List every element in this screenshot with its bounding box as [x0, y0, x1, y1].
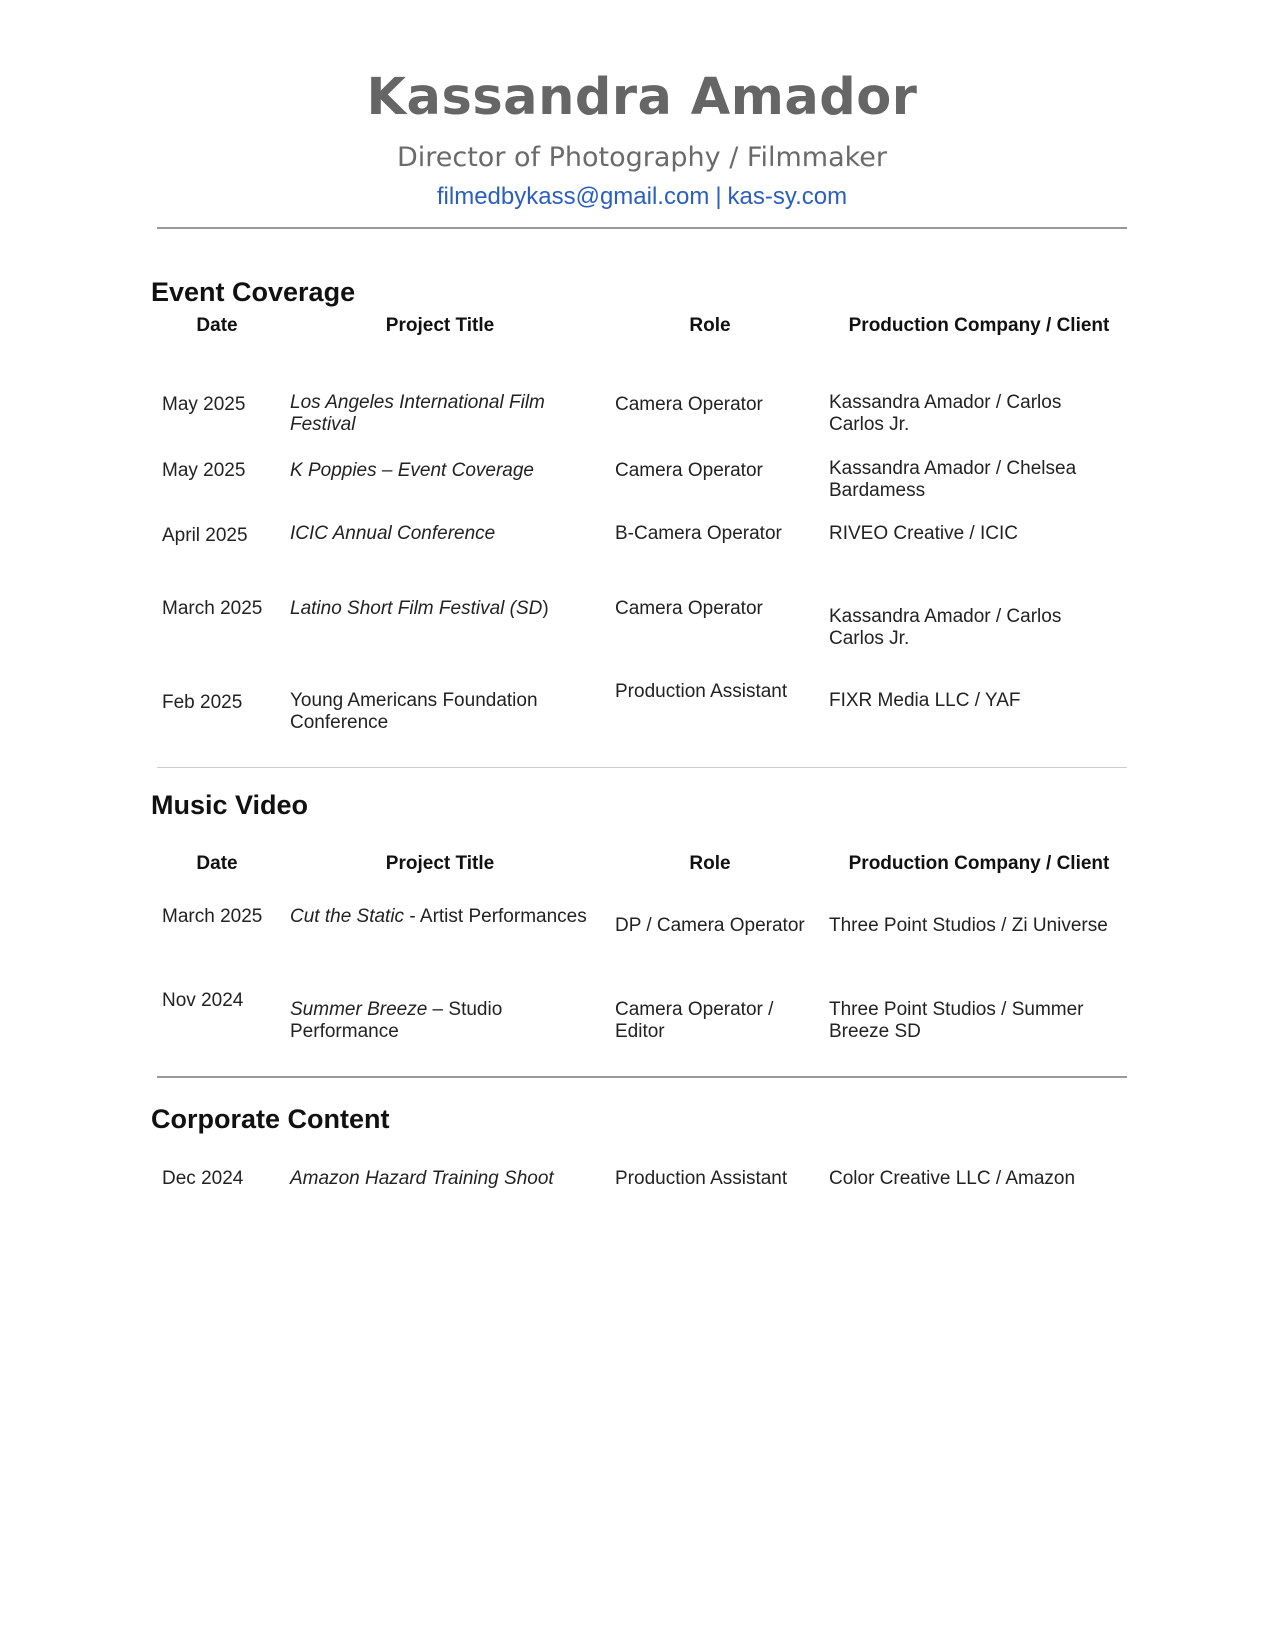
contact-separator: |	[715, 183, 722, 210]
row-company: Kassandra Amador / Carlos Carlos Jr.	[829, 392, 1062, 435]
column-header-role: Role	[689, 853, 731, 874]
column-header-company: Production Company / Client	[848, 853, 1110, 874]
row-project: Los Angeles International Film Festival	[290, 392, 545, 435]
row-role: Camera Operator / Editor	[615, 999, 774, 1042]
job-title: Director of Photography / Filmmaker	[396, 142, 888, 173]
row-project: ICIC Annual Conference	[290, 523, 496, 544]
column-header-date: Date	[196, 853, 238, 874]
column-header-date: Date	[196, 315, 238, 336]
row-project-rest: - Artist Performances	[404, 906, 587, 927]
column-header-project: Project Title	[385, 315, 495, 336]
row-project: Amazon Hazard Training Shoot	[290, 1168, 554, 1189]
column-header-company: Production Company / Client	[848, 315, 1110, 336]
row-date: Nov 2024	[162, 990, 244, 1011]
row-project: Young Americans Foundation Conference	[290, 690, 538, 733]
contact-line	[0, 180, 1284, 214]
row-role: Camera Operator	[615, 598, 763, 619]
row-company: Three Point Studios / Zi Universe	[829, 915, 1108, 936]
row-company: Kassandra Amador / Carlos Carlos Jr.	[829, 606, 1062, 649]
section-title-music-video: Music Video	[151, 790, 309, 820]
resume-header	[0, 62, 1284, 214]
row-project	[290, 598, 600, 620]
row-company: Color Creative LLC / Amazon	[829, 1168, 1076, 1189]
row-project-italic: Cut the Static	[290, 906, 405, 927]
row-date: March 2025	[162, 598, 263, 619]
row-project-rest: )	[542, 598, 549, 619]
row-date: April 2025	[162, 525, 248, 546]
section-title-corporate-content: Corporate Content	[151, 1104, 390, 1134]
person-name: Kassandra Amador	[366, 68, 918, 127]
column-header-project: Project Title	[385, 853, 495, 874]
row-company: RIVEO Creative / ICIC	[829, 523, 1018, 544]
row-project: K Poppies – Event Coverage	[290, 460, 534, 481]
section-divider	[157, 767, 1127, 768]
row-company: Three Point Studios / Summer Breeze SD	[829, 999, 1084, 1042]
row-role: B-Camera Operator	[615, 523, 782, 544]
row-role: Production Assistant	[615, 681, 788, 702]
website-link[interactable]: kas-sy.com	[727, 183, 848, 210]
row-project	[290, 906, 600, 928]
row-role: Camera Operator	[615, 394, 763, 415]
row-role: Camera Operator	[615, 460, 763, 481]
row-project-italic: Summer Breeze	[290, 999, 428, 1020]
row-project-italic: Latino Short Film Festival (SD	[290, 598, 543, 619]
row-date: Dec 2024	[162, 1168, 244, 1189]
section-divider	[157, 1076, 1127, 1078]
row-role: DP / Camera Operator	[615, 915, 805, 936]
column-header-role: Role	[689, 315, 731, 336]
row-role: Production Assistant	[615, 1168, 788, 1189]
row-project	[290, 999, 600, 1043]
row-date: March 2025	[162, 906, 263, 927]
row-company: Kassandra Amador / Chelsea Bardamess	[829, 458, 1077, 501]
section-title-event-coverage: Event Coverage	[151, 277, 356, 307]
header-divider	[157, 227, 1127, 229]
row-date: May 2025	[162, 394, 246, 415]
row-company: FIXR Media LLC / YAF	[829, 690, 1021, 711]
row-project-rest: – Studio Performance	[290, 999, 503, 1042]
row-date: Feb 2025	[162, 692, 243, 713]
row-date: May 2025	[162, 460, 246, 481]
email-link[interactable]: filmedbykass@gmail.com	[436, 183, 710, 210]
